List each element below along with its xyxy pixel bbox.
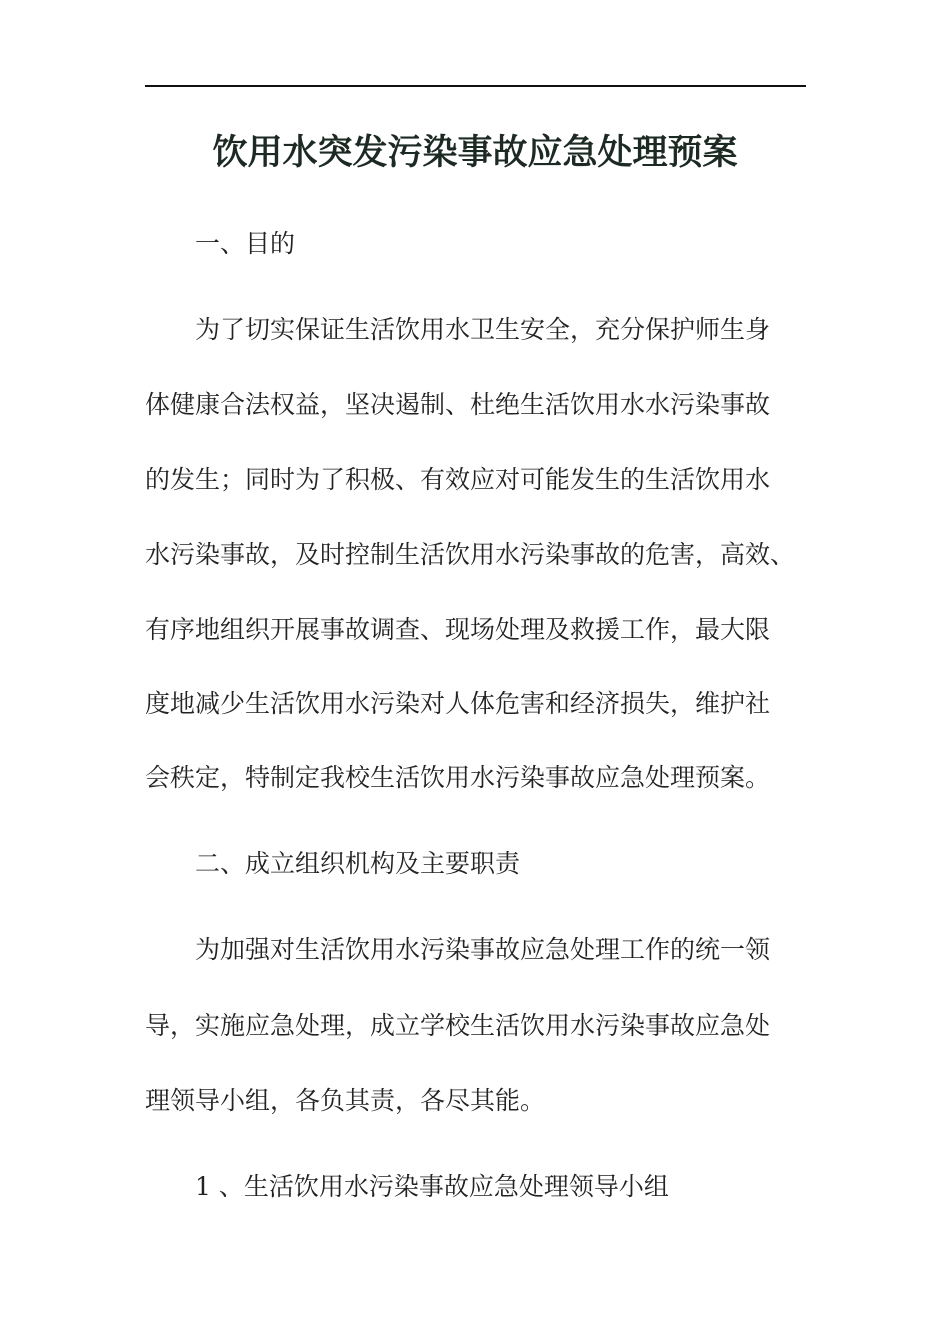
section-heading-purpose: 一、目的 [195,229,296,258]
paragraph-line: 导，实施应急处理，成立学校生活饮用水污染事故应急处 [145,1011,771,1040]
header-rule [145,85,806,87]
paragraph-line: 水污染事故，及时控制生活饮用水污染事故的危害，高效、 [145,540,796,569]
paragraph-line: 度地减少生活饮用水污染对人体危害和经济损失，维护社 [145,689,771,718]
document-title: 饮用水突发污染事故应急处理预案 [212,132,738,173]
paragraph-line: 会秩定，特制定我校生活饮用水污染事故应急处理预案。 [145,763,771,792]
paragraph-line: 体健康合法权益，坚决遏制、杜绝生活饮用水水污染事故 [145,390,771,419]
paragraph-line: 有序地组织开展事故调查、现场处理及救援工作，最大限 [145,615,771,644]
paragraph-line: 理领导小组，各负其责，各尽其能。 [145,1086,546,1115]
subsection-heading-leadership-group: 1 、生活饮用水污染事故应急处理领导小组 [195,1172,669,1201]
paragraph-line: 为了切实保证生活饮用水卫生安全，充分保护师生身 [195,315,771,344]
paragraph-line: 的发生；同时为了积极、有效应对可能发生的生活饮用水 [145,465,771,494]
paragraph-line: 为加强对生活饮用水污染事故应急处理工作的统一领 [195,935,771,964]
section-heading-organization: 二、成立组织机构及主要职责 [195,849,521,878]
